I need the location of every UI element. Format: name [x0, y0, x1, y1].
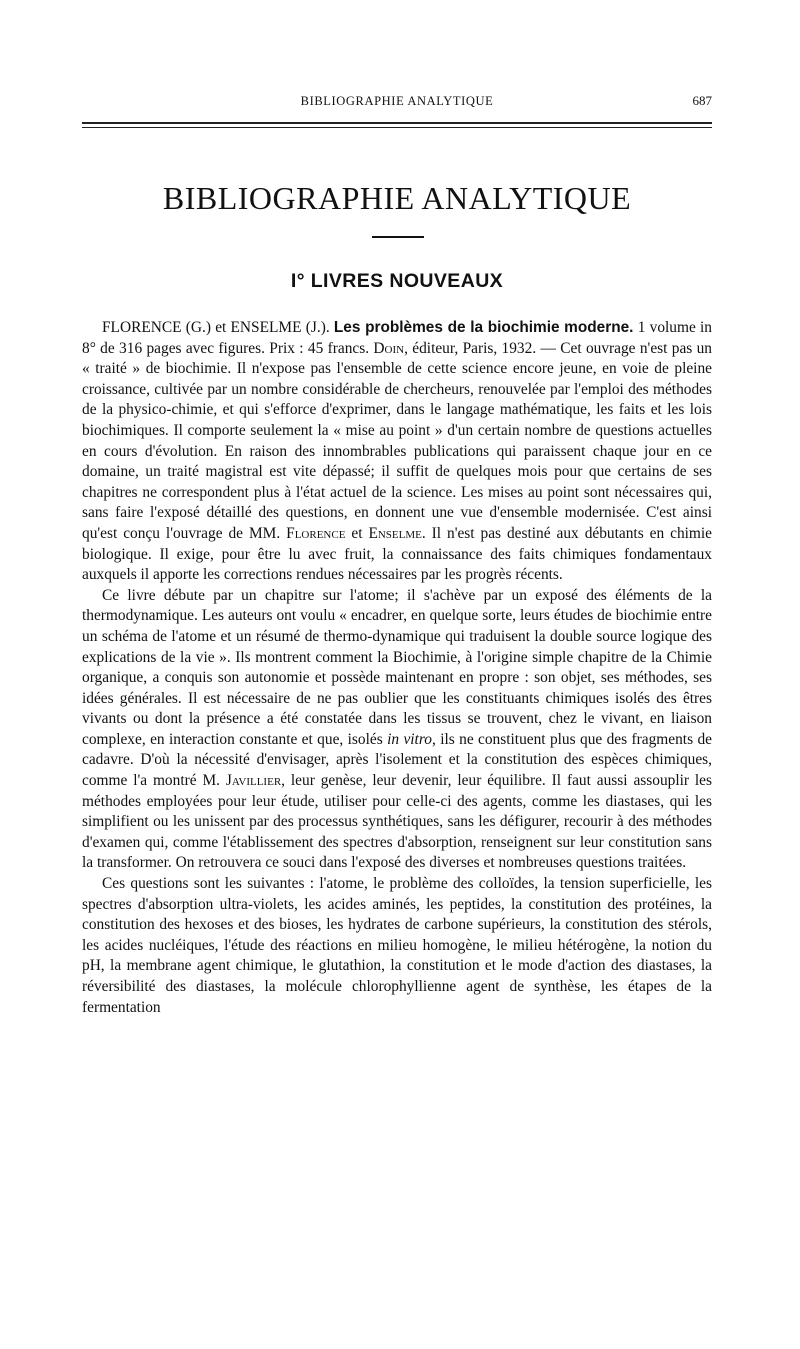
- section-title: I° LIVRES NOUVEAUX: [290, 270, 504, 292]
- content-paragraph: [82, 586, 712, 874]
- paragraph2-part-a: Ce livre débute par un chapitre sur l'atome; il s'achève par un exposé des éléments de la thermodynamique. Les auteurs ont voulu « encadrer, en quelque sorte, leurs études de biochimie entre un schéma de l'atome et un résumé de thermo-dynamique qui traduisent la double source logique des explications de la vie ». Ils montrent comment la Biochimie, à l'origine simple chapitre de la Chimie organique, a conquis son autonomie et possède maintenant en propre : son objet, ses méthodes, ses idées générales. Il est nécessaire de ne pas oublier que les constituants chimiques isolés des êtres vivants ou dont la présence a été constatée dans les tissus se trouvent, chez le vivant, en liaison complexe, en interaction constante et que, isolés: [82, 586, 712, 748]
- author-javillier: Javillier: [225, 772, 282, 790]
- title-divider: [372, 236, 424, 238]
- topics-paragraph: Ces questions sont les suivantes : l'atome, le problème des colloïdes, la tension superficielle, les spectres d'absorption ultra-violets, les acides aminés, les peptides, la constitution des protéines, la constitution des hexoses et des bioses, les hydrates de carbone supérieurs, la constitution des stérols, les acides nucléiques, l'étude des réactions en milieu homogène, le milieu hétérogène, la notion du pH, la membrane agent chimique, le glutathion, la constitution et le mode d'action des diastases, la réversibilité des diastases, la molécule chlorophyllienne agent de synthèse, les étapes de la fermentation: [82, 875, 712, 1016]
- main-title: BIBLIOGRAPHIE ANALYTIQUE: [162, 180, 632, 216]
- running-header: [82, 92, 712, 112]
- book-title: Les problèmes de la biochimie moderne.: [333, 319, 634, 336]
- page-number: 687: [692, 93, 712, 108]
- and-word: et: [345, 524, 369, 542]
- running-title: BIBLIOGRAPHIE ANALYTIQUE: [300, 94, 494, 108]
- entry-paragraph: [82, 318, 712, 586]
- header-rule: [82, 122, 712, 128]
- paragraph2-part-b: , ils ne constituent plus que des fragments de cadavre. D'où la nécessité d'envisager, après l'isolement et la constitution des espèces chimiques, comme l'a montré M.: [82, 730, 712, 790]
- entry-details-c: . Il n'est pas destiné aux débutants en chimie biologique. Il exige, pour être lu avec fruit, la connaissance des faits chimiques fondamentaux auxquels il apporte les corrections rendues nécessaires par les progrès récents.: [82, 524, 712, 584]
- entry-authors: FLORENCE (G.) et ENSELME (J.).: [102, 319, 330, 336]
- author-florence: Florence: [286, 524, 346, 542]
- author-enselme: Enselme: [368, 524, 422, 542]
- paragraph2-part-c: , leur genèse, leur devenir, leur équilibre. Il faut aussi assouplir les méthodes employées pour leur étude, utiliser pour celle-ci des agents, comme les diastases, qui les simplifient ou les unissent par des processus synthétiques, sans les défigurer, recourir à des méthodes d'examen qui, comme l'établissement des spectres d'absorption, renseignent sur leur constitution sans la transformer. On retrouvera ce souci dans l'exposé des diverses et nombreuses questions traitées.: [82, 772, 712, 872]
- entry-details-a: 1 volume in 8° de 316 pages avec figures. Prix : 45 francs.: [82, 319, 712, 357]
- in-vitro-term: in vitro: [387, 730, 432, 748]
- publisher-name: Doin: [373, 339, 405, 357]
- entry-details-b: , éditeur, Paris, 1932. — Cet ouvrage n'est pas un « traité » de biochimie. Il n'expose pas l'ensemble de cette science encore jeune, en voie de pleine croissance, cultivée par un nombre considérable de chercheurs, renouvelée par l'emploi des méthodes de la physico-chimie, et qui s'efforce d'exprimer, dans le langage mathématique, les faits et les lois biochimiques. Il comporte seulement la « mise au point » d'un certain nombre de questions actuelles en cours d'évolution. En raison des innombrables publications qui paraissent chaque jour en ce domaine, un traité magistral est vite dépassé; il suffit de quelques mois pour que certains de ses chapitres ne correspondent plus à l'état actuel de la science. Les mises au point sont nécessaires qui, sans faire l'exposé détaillé des questions, en donnent une vue d'ensemble modernisée. C'est ainsi qu'est conçu l'ouvrage de MM.: [82, 339, 712, 542]
- body-text: [82, 318, 712, 1018]
